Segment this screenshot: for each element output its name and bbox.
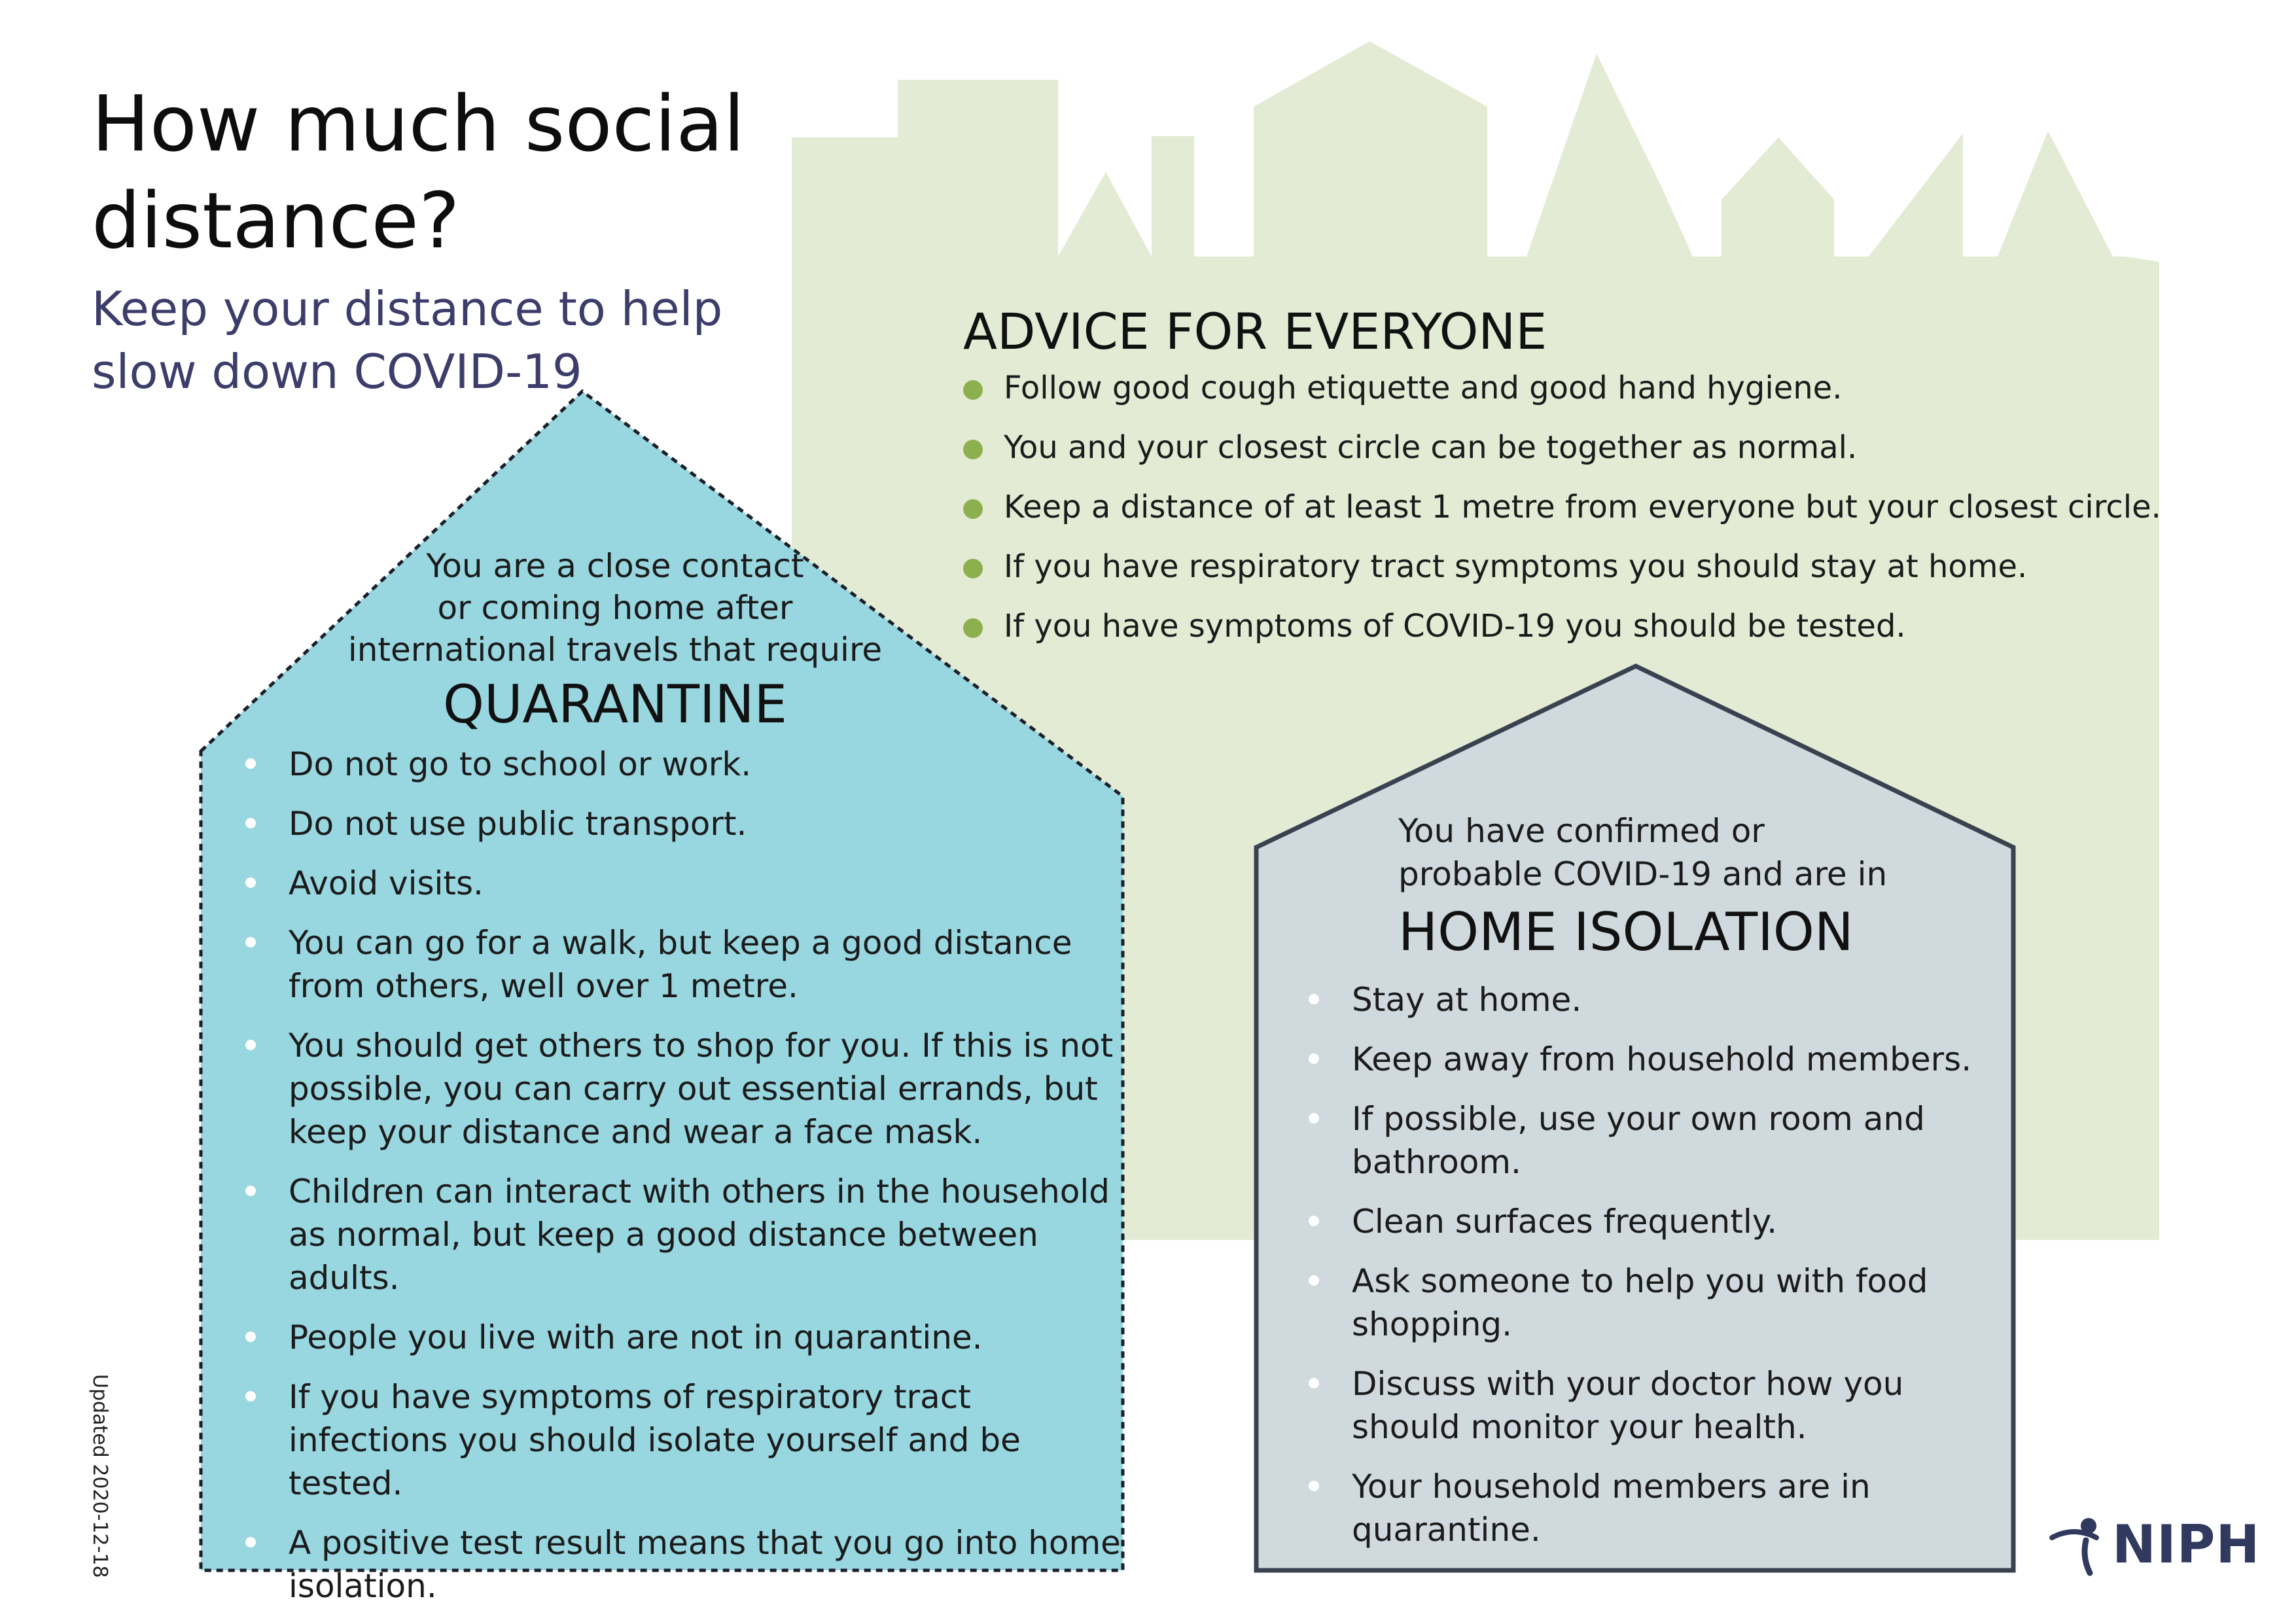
bullet-dot-icon: [1309, 1275, 1319, 1286]
quarantine-intro: You are a close contact or coming home after international travels that require: [347, 547, 883, 669]
bullet-dot-icon: [245, 818, 256, 828]
list-item: Do not go to school or work.: [245, 743, 1135, 786]
bullet-dot-icon: [245, 1040, 256, 1050]
bullet-dot-icon: [1309, 1378, 1319, 1388]
bullet-dot-icon: [245, 937, 256, 947]
bullet-dot-icon: [245, 877, 256, 888]
bullet-dot-icon: [1309, 1053, 1319, 1064]
bullet-dot-icon: [1309, 1113, 1319, 1123]
bullet-dot-icon: [245, 1537, 256, 1547]
updated-date: Updated 2020-12-18: [88, 1374, 111, 1578]
list-item: If possible, use your own room and bathroom.: [1309, 1097, 2002, 1184]
quarantine-list: [245, 743, 1135, 1624]
list-item: Children can interact with others in the household as normal, but keep a good distance between adults.: [245, 1170, 1135, 1299]
list-item: Your household members are in quarantine.: [1309, 1465, 2002, 1551]
logo-text: NIPH: [2112, 1513, 2261, 1575]
isolation-list: [1309, 978, 2002, 1568]
list-item: Stay at home.: [1309, 978, 2002, 1021]
bullet-dot-icon: [245, 758, 256, 769]
bullet-dot-icon: [963, 559, 983, 578]
list-item: Ask someone to help you with food shopping.: [1309, 1260, 2002, 1346]
bullet-dot-icon: [1309, 994, 1319, 1004]
page-title: How much social distance?: [92, 79, 745, 266]
list-item: Avoid visits.: [245, 862, 1135, 905]
isolation-intro: You have confirmed or probable COVID-19 and are in: [1398, 812, 1888, 893]
bullet-dot-icon: [1309, 1216, 1319, 1226]
niph-figure-icon: [2048, 1511, 2107, 1577]
list-item: Do not use public transport.: [245, 802, 1135, 845]
bullet-dot-icon: [1309, 1481, 1319, 1491]
isolation-heading: HOME ISOLATION: [1398, 902, 1854, 962]
bullet-dot-icon: [245, 1332, 256, 1342]
list-item: Keep a distance of at least 1 metre from everyone but your closest circle.: [963, 485, 2180, 529]
list-item: Clean surfaces frequently.: [1309, 1200, 2002, 1243]
bullet-dot-icon: [245, 1391, 256, 1402]
list-item: If you have symptoms of respiratory tract infections you should isolate yourself and be tested.: [245, 1375, 1135, 1505]
list-item: A positive test result means that you go into home isolation.: [245, 1521, 1135, 1608]
list-item: If you have respiratory tract symptoms you should stay at home.: [963, 545, 2180, 588]
bullet-dot-icon: [963, 618, 983, 638]
list-item: If you have symptoms of COVID-19 you should be tested.: [963, 605, 2180, 648]
list-item: Discuss with your doctor how you should monitor your health.: [1309, 1362, 2002, 1449]
bullet-dot-icon: [963, 499, 983, 519]
niph-logo: [2048, 1511, 2260, 1577]
page-subtitle: Keep your distance to help slow down COVID-19: [92, 281, 723, 399]
list-item: You and your closest circle can be together as normal.: [963, 426, 2180, 469]
list-item: People you live with are not in quarantine.: [245, 1316, 1135, 1359]
list-item: Follow good cough etiquette and good hand hygiene.: [963, 366, 2180, 410]
bullet-dot-icon: [963, 380, 983, 400]
advice-list: [963, 366, 2180, 664]
list-item: Keep away from household members.: [1309, 1038, 2002, 1081]
quarantine-heading: QUARANTINE: [442, 674, 787, 735]
list-item: You can go for a walk, but keep a good distance from others, well over 1 metre.: [245, 921, 1135, 1008]
list-item: You should get others to shop for you. If this is not possible, you can carry out essential errands, but keep your distance and wear a face mask.: [245, 1024, 1135, 1154]
bullet-dot-icon: [963, 440, 983, 459]
advice-heading: ADVICE FOR EVERYONE: [963, 302, 1547, 361]
bullet-dot-icon: [245, 1186, 256, 1196]
